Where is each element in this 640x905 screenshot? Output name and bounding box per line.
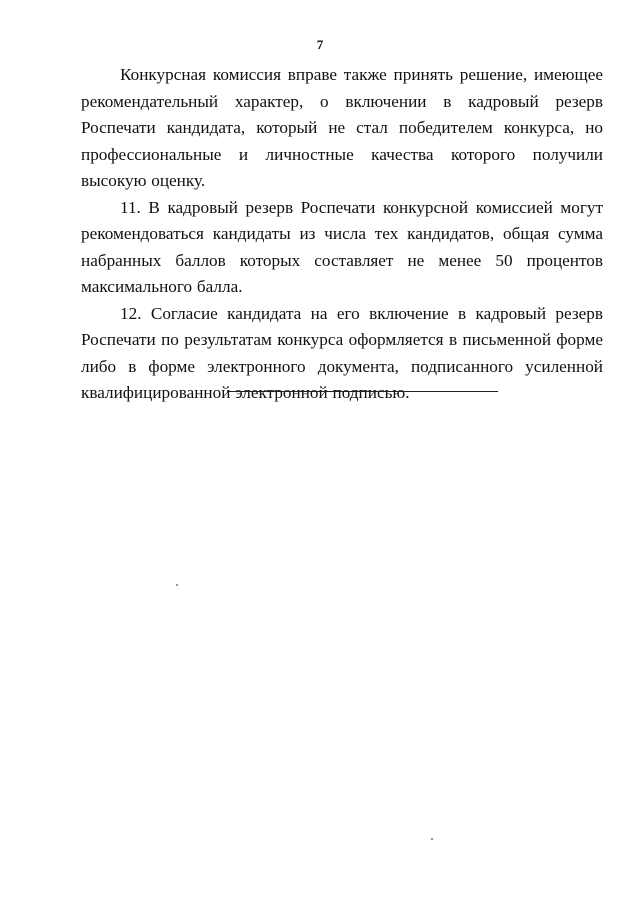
scan-speck bbox=[431, 838, 433, 840]
end-separator-line bbox=[227, 391, 498, 392]
scan-speck bbox=[176, 584, 178, 586]
paragraph-11: 11. В кадровый резерв Роспечати конкурсной комиссией могут рекомендоваться кандидаты из числа тех кандидатов, общая сумма набранных баллов которых составляет не менее 50 процентов максимального балла. bbox=[81, 197, 603, 296]
paragraph-12: 12. Согласие кандидата на его включение в кадровый резерв Роспечати по результатам конкурса оформляется в письменной форме либо в форме электронного документа, подписанного усиленной квалифицированной электронной подписью. bbox=[81, 303, 603, 402]
page-number: 7 bbox=[316, 37, 324, 52]
paragraph-commission-decision: Конкурсная комиссия вправе также принять решение, имеющее рекомендательный характер, о включении в кадровый резерв Роспечати кандидата, который не стал победителем конкурса, но профессиональные и личностные качества которого получили высокую оценку. bbox=[81, 65, 603, 190]
body-text bbox=[81, 62, 603, 407]
